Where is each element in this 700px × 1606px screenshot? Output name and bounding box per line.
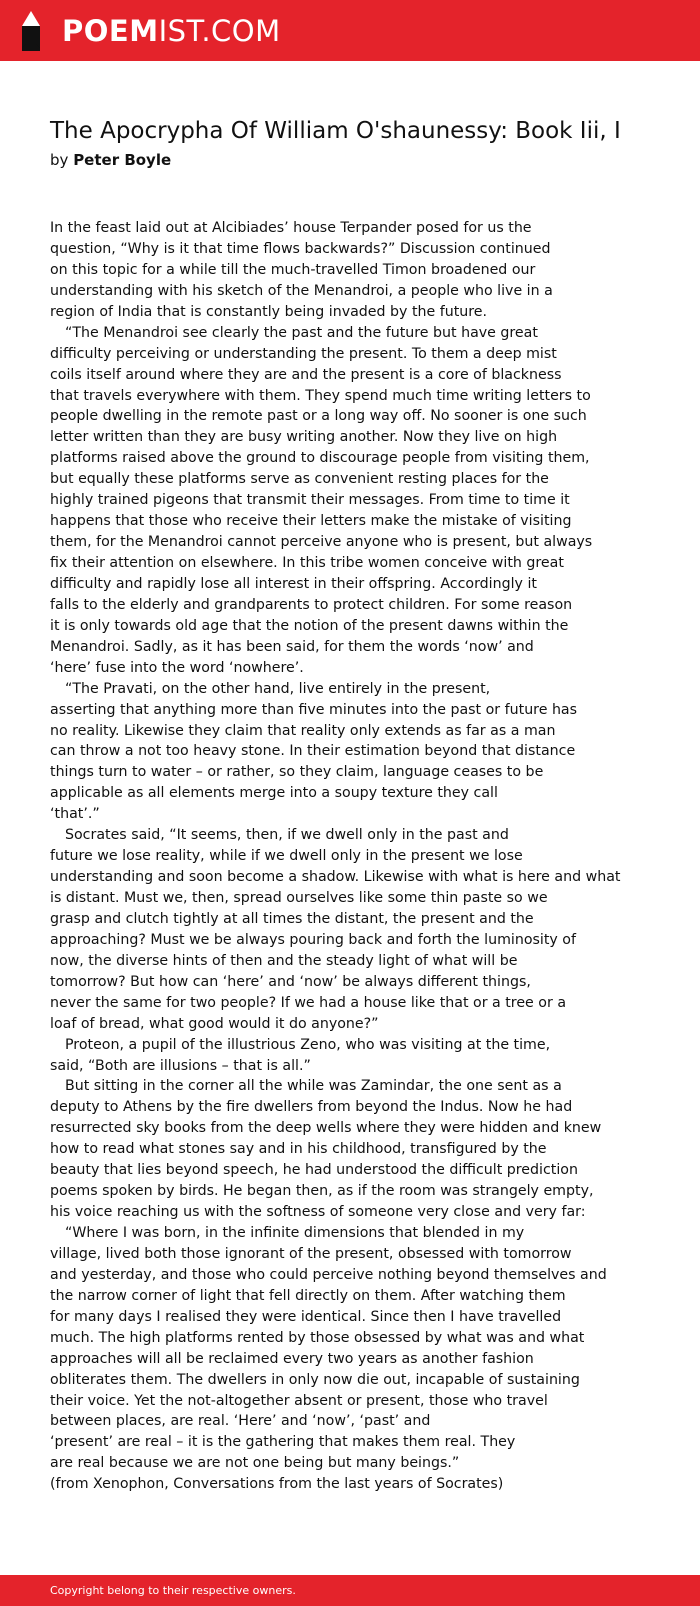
poem-line: beauty that lies beyond speech, he had understood the difficult prediction	[50, 1162, 578, 1179]
poem-line: can throw a not too heavy stone. In their estimation beyond that distance	[50, 743, 576, 760]
poem-line: happens that those who receive their letters make the mistake of visiting	[50, 513, 572, 530]
poem-line: but equally these platforms serve as convenient resting places for the	[50, 471, 549, 488]
poem-line: things turn to water – or rather, so they claim, language ceases to be	[50, 764, 544, 781]
byline	[50, 150, 171, 170]
poem-line: between places, are real. ‘Here’ and ‘now’, ‘past’ and	[50, 1413, 431, 1430]
poem-line: platforms raised above the ground to discourage people from visiting them,	[50, 450, 590, 467]
poem-line: “Where I was born, in the infinite dimensions that blended in my	[65, 1225, 525, 1241]
poem-line: resurrected sky books from the deep wells where they were hidden and knew	[50, 1120, 602, 1137]
poem-line: deputy to Athens by the fire dwellers from beyond the Indus. Now he had	[50, 1099, 573, 1116]
poem-line: village, lived both those ignorant of the present, obsessed with tomorrow	[50, 1245, 572, 1262]
poem-line: for many days I realised they were identical. Since then I have travelled	[50, 1308, 562, 1325]
poem-line: ‘that’.”	[50, 806, 100, 823]
poem-line: Socrates said, “It seems, then, if we dwell only in the past and	[65, 827, 509, 844]
poem-line: But sitting in the corner all the while was Zamindar, the one sent as a	[65, 1078, 562, 1095]
poem-line: the narrow corner of light that fell directly on them. After watching them	[50, 1287, 566, 1304]
poem-line: now, the diverse hints of then and the steady light of what will be	[50, 952, 518, 969]
poem-line: future we lose reality, while if we dwell only in the present we lose	[50, 848, 523, 865]
pencil-logo-icon[interactable]	[18, 10, 44, 52]
poem-line: understanding with his sketch of the Menandroi, a people who live in a	[50, 282, 553, 299]
poem-line: approaching? Must we be always pouring back and forth the luminosity of	[50, 931, 576, 948]
poem-line: how to read what stones say and in his childhood, transfigured by the	[50, 1141, 547, 1158]
poem-line: “The Pravati, on the other hand, live entirely in the present,	[65, 680, 491, 697]
poem-line: approaches will all be reclaimed every two years as another fashion	[50, 1350, 534, 1367]
poem-body	[50, 218, 690, 1495]
poem-line: ‘present’ are real – it is the gathering that makes them real. They	[50, 1434, 516, 1451]
site-footer	[0, 1575, 700, 1606]
poem-line: poems spoken by birds. He began then, as if the room was strangely empty,	[50, 1183, 594, 1200]
poem-line: on this topic for a while till the much-travelled Timon broadened our	[50, 261, 536, 278]
poem-line: it is only towards old age that the notion of the present dawns within the	[50, 617, 569, 634]
poem-line: Proteon, a pupil of the illustrious Zeno, who was visiting at the time,	[65, 1036, 551, 1053]
copyright-notice: Copyright belong to their respective owners.	[50, 1584, 296, 1597]
poem-line: fix their attention on elsewhere. In this tribe women conceive with great	[50, 555, 564, 571]
poem-line: coils itself around where they are and the present is a core of blackness	[50, 366, 562, 383]
poem-line: them, for the Menandroi cannot perceive anyone who is present, but always	[50, 534, 593, 551]
poem-line: difficulty and rapidly lose all interest in their offspring. Accordingly it	[50, 575, 537, 592]
poem-line: his voice reaching us with the softness of someone very close and very far:	[50, 1204, 586, 1221]
poem-line: asserting that anything more than five minutes into the past or future has	[50, 701, 578, 718]
poem-line: that travels everywhere with them. They spend much time writing letters to	[50, 387, 591, 404]
site-header	[0, 0, 700, 61]
poem-line: tomorrow? But how can ‘here’ and ‘now’ be always different things,	[50, 973, 531, 990]
poem-line: Menandroi. Sadly, as it has been said, for them the words ‘now’ and	[50, 638, 534, 655]
poem-line: loaf of bread, what good would it do anyone?”	[50, 1015, 379, 1032]
poem-title: The Apocrypha Of William O'shaunessy: Book Iii, I	[50, 118, 621, 144]
poem-line: much. The high platforms rented by those obsessed by what was and what	[50, 1329, 585, 1346]
site-logo[interactable]	[62, 14, 281, 48]
poem-line: (from Xenophon, Conversations from the last years of Socrates)	[50, 1476, 504, 1493]
poem-line: never the same for two people? If we had a house like that or a tree or a	[50, 994, 567, 1011]
poem-line: highly trained pigeons that transmit their messages. From time to time it	[50, 492, 570, 509]
poem-line: letter written than they are busy writing another. Now they live on high	[50, 429, 558, 446]
poem-line: grasp and clutch tightly at all times the distant, the present and the	[50, 910, 534, 927]
poem-line: ‘here’ fuse into the word ‘nowhere’.	[50, 659, 304, 676]
poem-line: and yesterday, and those who could perceive nothing beyond themselves and	[50, 1266, 607, 1283]
poem-line: no reality. Likewise they claim that reality only extends as far as a man	[50, 722, 556, 739]
author-name[interactable]: Peter Boyle	[73, 151, 172, 169]
poem-line: their voice. Yet the not-altogether absent or present, those who travel	[50, 1392, 548, 1409]
logo-text-bold: POEM	[62, 14, 159, 48]
poem-line: obliterates them. The dwellers in only now die out, incapable of sustaining	[50, 1371, 580, 1388]
poem-line: “The Menandroi see clearly the past and the future but have great	[65, 324, 538, 341]
poem-line: are real because we are not one being but many beings.”	[50, 1455, 460, 1472]
logo-text-rest: IST.COM	[158, 14, 281, 48]
poem-line: is distant. Must we, then, spread ourselves like some thin paste so we	[50, 890, 548, 906]
poem-line: understanding and soon become a shadow. Likewise with what is here and what	[50, 869, 621, 886]
poem-line: difficulty perceiving or understanding the present. To them a deep mist	[50, 345, 557, 362]
poem-line: region of India that is constantly being invaded by the future.	[50, 303, 488, 320]
poem-line: applicable as all elements merge into a soupy texture they call	[50, 785, 498, 802]
poem-line: question, “Why is it that time flows backwards?” Discussion continued	[50, 240, 551, 257]
poem-line: falls to the elderly and grandparents to protect children. For some reason	[50, 596, 573, 613]
by-label: by	[50, 151, 69, 169]
poem-line: said, “Both are illusions – that is all.”	[50, 1057, 311, 1074]
poem-line: In the feast laid out at Alcibiades’ house Terpander posed for us the	[50, 220, 532, 236]
poem-line: people dwelling in the remote past or a long way off. No sooner is one such	[50, 408, 587, 425]
